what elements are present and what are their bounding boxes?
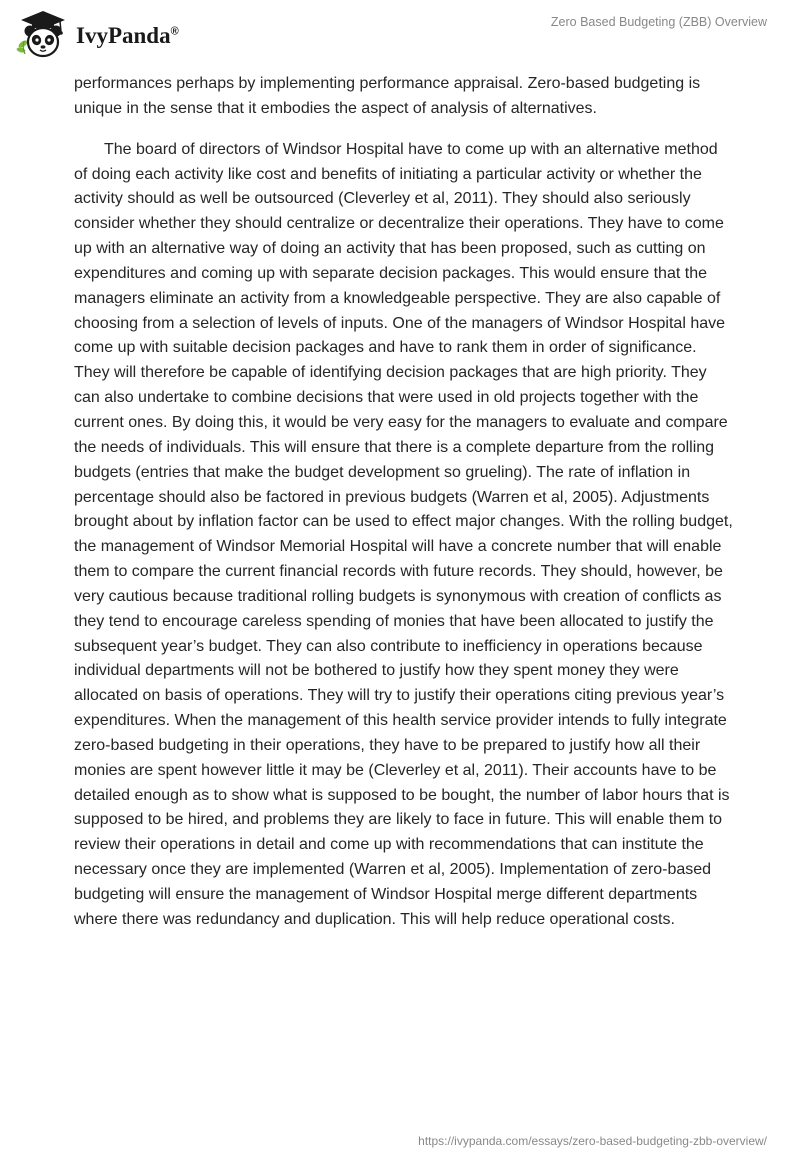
paragraph-alternatives: The board of directors of Windsor Hospital have to come up with an alternative method of doing each activity like cost and benefits of initiating a particular activity or whether the activity should as well be outsourced (Cleverley et al, 2011). They should also seriously consider whether they should centralize or decentralize their operations. They have to come up with an alternative way of doing an activity that has been proposed, such as cutting on expenditures and coming up with separate decision packages. This would ensure that the managers eliminate an activity from a knowledgeable perspective. They are also capable of choosing from a selection of levels of inputs. One of the managers of Windsor Hospital have come up with suitable decision packages and have to rank them in order of significance. They will therefore be capable of identifying decision packages that are high priority. They can also undertake to combine decisions that were used in old projects together with the current ones. By doing this, it would be very easy for the managers to evaluate and compare the needs of individuals. This will ensure that there is a complete departure from the rolling budgets (entries that make the budget development so grueling). The rate of inflation in percentage should also be factored in previous budgets (Warren et al, 2005). Adjustments brought about by inflation factor can be used to effect major changes. With the rolling budget, the management of Windsor Memorial Hospital will have a concrete number that will enable them to compare the current financial records with future records. They should, however, be very cautious because traditional rolling budgets is synonymous with creation of conflicts as they tend to encourage careless spending of monies that have been allocated to justify the subsequent year’s budget. They can also contribute to inefficiency in operations because individual departments will not be bothered to justify how they spent money they were allocated on basis of operations. They will try to justify their operations citing previous year’s expenditures. When the management of this health service provider intends to fully integrate zero-based budgeting in their operations, they have to be prepared to justify how all their monies are spent however little it may be (Cleverley et al, 2011). Their accounts have to be detailed enough as to show what is supposed to be bought, the number of labor hours that is supposed to be hired, and problems they are likely to face in future. This will enable them to review their operations in detail and come up with recommendations that can institute the necessary once they are implemented (Warren et al, 2005). Implementation of zero-based budgeting will ensure the management of Windsor Hospital merge different departments where there was redundancy and duplication. This will help reduce operational costs. bbox=[74, 140, 733, 928]
ivypanda-logo[interactable] bbox=[16, 8, 179, 60]
essay-body bbox=[74, 72, 734, 949]
registered-mark: ® bbox=[170, 25, 179, 38]
document-title: Zero Based Budgeting (ZBB) Overview bbox=[550, 15, 767, 29]
page-header bbox=[0, 0, 800, 70]
panda-graduate-icon bbox=[16, 8, 70, 60]
brand-name: IvyPanda® bbox=[76, 23, 179, 48]
paragraph-continuation: performances perhaps by implementing performance appraisal. Zero-based budgeting is unique in the sense that it embodies the aspect of analysis of alternatives. bbox=[74, 75, 701, 117]
source-url[interactable]: https://ivypanda.com/essays/zero-based-budgeting-zbb-overview/ bbox=[418, 1134, 767, 1148]
